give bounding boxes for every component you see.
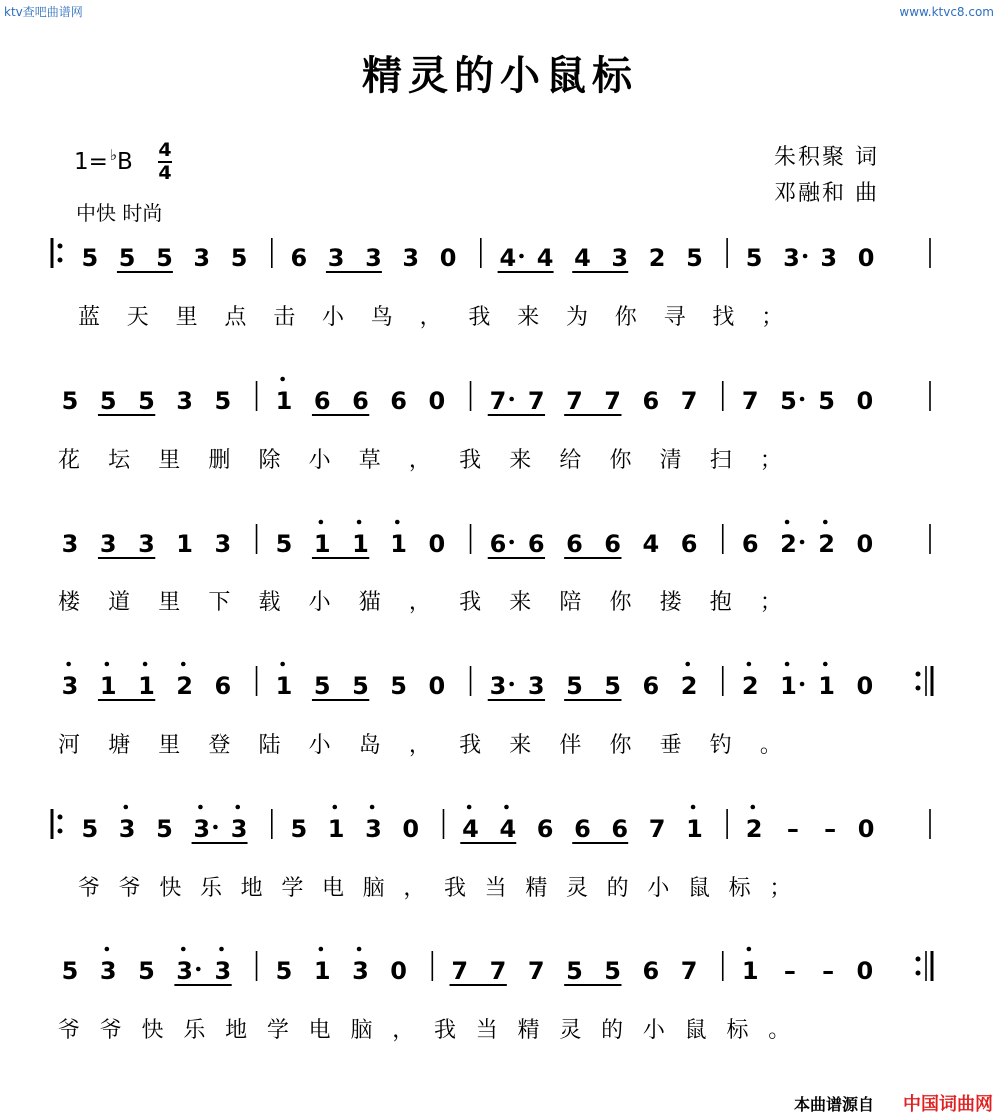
octave-dot <box>219 947 224 952</box>
lyric-char: 灵 <box>566 876 589 901</box>
note-digit: 1 <box>741 957 759 985</box>
lyric-char: 里 <box>175 305 198 330</box>
lyric-char: 来 <box>509 733 532 758</box>
octave-dot <box>747 947 752 952</box>
octave-dot <box>370 805 375 810</box>
octave-dot <box>105 662 110 667</box>
lyric-char: 我 <box>459 448 482 473</box>
octave-dot <box>66 662 71 667</box>
lyric-char: 楼 <box>58 590 81 615</box>
note-digit: 5 <box>275 957 293 985</box>
augmentation-dot <box>800 397 805 402</box>
augmentation-dot <box>213 825 218 830</box>
note-digit: 7 <box>451 957 469 985</box>
lyric-char: 的 <box>606 876 629 901</box>
note-digit: 5 <box>566 672 583 700</box>
octave-dot <box>280 377 285 382</box>
octave-dot <box>198 805 203 810</box>
octave-dot <box>467 805 472 810</box>
lyric-char: ； <box>761 305 784 330</box>
lyric-char: 河 <box>58 733 81 758</box>
lyric-char: 钓 <box>709 733 732 758</box>
repeat-dot <box>58 258 63 263</box>
octave-dot <box>319 947 324 952</box>
note-digit: 1 <box>352 530 369 558</box>
lyric-char: 鼠 <box>688 876 711 901</box>
note-digit: 1 <box>686 815 703 843</box>
note-digit: 1 <box>818 672 835 700</box>
octave-dot <box>357 520 362 525</box>
augmentation-dot <box>800 540 805 545</box>
footer-site[interactable]: 中国词曲网 <box>903 1094 993 1115</box>
lyric-char: ， <box>408 733 431 758</box>
octave-dot <box>319 520 324 525</box>
lyric-char: 下 <box>208 590 231 615</box>
note-digit: 7 <box>604 387 621 415</box>
sustain-dash: – <box>786 815 799 843</box>
note-digit: 5 <box>818 387 835 415</box>
sustain-dash: – <box>783 957 796 985</box>
note-digit: 4 <box>536 244 554 272</box>
note-digit: 3 <box>820 244 838 272</box>
lyric-char: 猫 <box>358 590 381 615</box>
note-digit: 3 <box>489 672 507 700</box>
lyric-char: 爷 <box>58 1018 81 1043</box>
augmentation-dot <box>519 254 524 259</box>
lyric-char: 你 <box>609 590 632 615</box>
lyric-char: 为 <box>566 305 589 330</box>
octave-dot <box>235 805 240 810</box>
repeat-dot <box>916 971 921 976</box>
lyric-char: 里 <box>158 733 181 758</box>
augmentation-dot <box>800 682 805 687</box>
octave-dot <box>332 805 337 810</box>
note-digit: 2 <box>648 244 666 272</box>
octave-dot <box>785 662 790 667</box>
composer-credit: 邓融和 曲 <box>774 181 879 206</box>
note-digit: 3 <box>176 957 193 985</box>
note-digit: 3 <box>365 815 382 843</box>
lyric-char: 击 <box>273 305 296 330</box>
song-title: 精灵的小鼠标 <box>362 52 638 99</box>
augmentation-dot <box>509 397 514 402</box>
note-digit: 3 <box>61 530 79 558</box>
repeat-dot <box>58 829 63 834</box>
augmentation-dot <box>509 540 514 545</box>
note-digit: 2 <box>745 815 763 843</box>
lyric-char: 乐 <box>183 1018 206 1043</box>
octave-dot <box>181 662 186 667</box>
lyric-char: 我 <box>434 1018 457 1043</box>
lyric-char: 快 <box>141 1018 164 1043</box>
lyric-char: 精 <box>517 1018 540 1043</box>
note-digit: 0 <box>390 957 407 985</box>
note-digit: 6 <box>741 530 759 558</box>
note-digit: 5 <box>275 530 293 558</box>
lyric-char: 小 <box>308 733 331 758</box>
note-digit: 5 <box>313 672 331 700</box>
note-digit: 5 <box>604 672 621 700</box>
lyric-char: 地 <box>240 876 263 901</box>
lyric-char: 坛 <box>108 448 131 473</box>
note-digit: 3 <box>402 244 420 272</box>
note-digit: 6 <box>611 815 629 843</box>
key-prefix: 1= <box>74 149 108 175</box>
note-digit: 0 <box>428 387 446 415</box>
note-digit: 5 <box>352 672 369 700</box>
lyric-char: 花 <box>58 448 81 473</box>
note-digit: 1 <box>176 530 193 558</box>
lyric-char: ， <box>392 1018 415 1043</box>
note-digit: 3 <box>99 957 117 985</box>
lyric-char: 电 <box>322 876 345 901</box>
lyric-char: 学 <box>266 1018 289 1043</box>
sustain-dash: – <box>824 815 837 843</box>
note-digit: 6 <box>574 815 591 843</box>
note-digit: 4 <box>499 815 517 843</box>
lyric-char: 精 <box>525 876 548 901</box>
note-digit: 6 <box>680 530 698 558</box>
note-digit: 5 <box>390 672 407 700</box>
lyric-char: 脑 <box>350 1018 373 1043</box>
lyric-char: 陪 <box>559 590 582 615</box>
octave-dot <box>357 947 362 952</box>
note-digit: 0 <box>402 815 420 843</box>
lyric-char: 我 <box>459 590 482 615</box>
note-digit: 3 <box>783 244 800 272</box>
octave-dot <box>691 805 696 810</box>
note-digit: 3 <box>193 815 211 843</box>
note-digit: 0 <box>857 244 875 272</box>
note-digit: 3 <box>352 957 369 985</box>
lyric-char: 找 <box>712 305 735 330</box>
lyric-char: 小 <box>308 448 331 473</box>
lyric-char: 快 <box>159 876 182 901</box>
note-digit: 3 <box>327 244 345 272</box>
key-note: B <box>116 149 133 175</box>
flat-sign: ♭ <box>109 146 117 164</box>
note-digit: 5 <box>61 387 79 415</box>
note-digit: 0 <box>856 957 874 985</box>
repeat-dot <box>58 815 63 820</box>
note-digit: 3 <box>118 815 136 843</box>
note-digit: 7 <box>566 387 583 415</box>
note-digit: 0 <box>856 387 874 415</box>
lyric-char: 寻 <box>663 305 686 330</box>
lyric-char: 。 <box>768 1018 791 1043</box>
lyric-char: 学 <box>281 876 304 901</box>
note-digit: 7 <box>680 387 698 415</box>
octave-dot <box>823 662 828 667</box>
note-digit: 2 <box>680 672 698 700</box>
lyric-char: 清 <box>659 448 682 473</box>
lyric-char: 抱 <box>709 590 732 615</box>
meter-top: 4 <box>158 139 172 161</box>
lyric-char: ， <box>419 305 442 330</box>
note-digit: 5 <box>99 387 117 415</box>
lyric-char: 我 <box>459 733 482 758</box>
note-digit: 3 <box>214 530 232 558</box>
note-digit: 3 <box>611 244 629 272</box>
lyric-char: 草 <box>358 448 381 473</box>
note-digit: 0 <box>856 672 874 700</box>
note-digit: 5 <box>780 387 797 415</box>
note-digit: 5 <box>604 957 621 985</box>
lyric-char: 天 <box>126 305 149 330</box>
octave-dot <box>395 520 400 525</box>
lyric-char: 乐 <box>200 876 223 901</box>
lyric-char: 爷 <box>78 876 101 901</box>
watermark-left[interactable]: ktv查吧曲谱网 <box>4 5 83 19</box>
lyric-char: 标 <box>726 1018 749 1043</box>
note-digit: 5 <box>745 244 763 272</box>
note-digit: 7 <box>648 815 666 843</box>
octave-dot <box>750 805 755 810</box>
footer-source: 本曲谱源自 <box>794 1095 875 1114</box>
note-digit: 3 <box>365 244 382 272</box>
augmentation-dot <box>196 967 201 972</box>
note-digit: 3 <box>99 530 117 558</box>
note-digit: 7 <box>741 387 759 415</box>
note-digit: 5 <box>118 244 136 272</box>
lyric-char: 载 <box>258 590 281 615</box>
octave-dot <box>280 662 285 667</box>
lyric-char: 小 <box>322 305 345 330</box>
note-digit: 1 <box>99 672 117 700</box>
note-digit: 5 <box>156 815 173 843</box>
note-digit: 3 <box>193 244 211 272</box>
note-digit: 4 <box>499 244 517 272</box>
octave-dot <box>504 805 509 810</box>
note-digit: 6 <box>489 530 507 558</box>
note-digit: 6 <box>527 530 545 558</box>
lyric-char: ； <box>769 876 792 901</box>
note-digit: 1 <box>313 957 331 985</box>
note-digit: 6 <box>642 672 660 700</box>
note-digit: 6 <box>536 815 554 843</box>
note-digit: 7 <box>527 387 545 415</box>
lyric-char: 垂 <box>659 733 682 758</box>
note-digit: 5 <box>566 957 583 985</box>
lyric-char: 给 <box>559 448 582 473</box>
lyric-char: 当 <box>475 1018 498 1043</box>
note-digit: 6 <box>642 957 660 985</box>
lyric-char: 删 <box>208 448 231 473</box>
note-digit: 6 <box>604 530 621 558</box>
note-digit: 5 <box>156 244 173 272</box>
lyric-char: 小 <box>642 1018 665 1043</box>
lyric-char: 道 <box>108 590 131 615</box>
note-digit: 5 <box>138 957 155 985</box>
lyric-char: 的 <box>601 1018 624 1043</box>
lyric-char: 灵 <box>559 1018 582 1043</box>
lyric-char: 来 <box>517 305 540 330</box>
sustain-dash: – <box>822 957 835 985</box>
note-digit: 1 <box>327 815 345 843</box>
octave-dot <box>105 947 110 952</box>
octave-dot <box>685 662 690 667</box>
lyric-char: 搂 <box>659 590 682 615</box>
note-digit: 5 <box>214 387 232 415</box>
note-digit: 7 <box>489 957 507 985</box>
note-digit: 2 <box>176 672 193 700</box>
lyricist-credit: 朱积聚 词 <box>774 145 879 170</box>
note-digit: 1 <box>275 672 293 700</box>
note-digit: 5 <box>290 815 308 843</box>
note-digit: 4 <box>462 815 479 843</box>
tempo-marking: 中快 时尚 <box>76 201 163 225</box>
lyric-char: 当 <box>484 876 507 901</box>
note-digit: 5 <box>686 244 703 272</box>
note-digit: 2 <box>818 530 835 558</box>
note-digit: 6 <box>642 387 660 415</box>
lyric-char: 来 <box>509 590 532 615</box>
note-digit: 3 <box>527 672 545 700</box>
note-digit: 6 <box>290 244 308 272</box>
note-digit: 1 <box>780 672 797 700</box>
lyric-char: ， <box>403 876 426 901</box>
augmentation-dot <box>803 254 808 259</box>
lyric-char: 电 <box>308 1018 331 1043</box>
lyric-char: ， <box>408 448 431 473</box>
lyric-char: 鼠 <box>684 1018 707 1043</box>
lyric-char: 地 <box>225 1018 248 1043</box>
note-digit: 6 <box>214 672 232 700</box>
note-digit: 2 <box>741 672 759 700</box>
lyric-char: ； <box>759 590 782 615</box>
note-digit: 6 <box>313 387 331 415</box>
repeat-dot <box>916 957 921 962</box>
meter-bottom: 4 <box>158 162 172 184</box>
lyric-char: 里 <box>158 590 181 615</box>
lyric-char: ， <box>408 590 431 615</box>
note-digit: 5 <box>81 244 99 272</box>
octave-dot <box>785 520 790 525</box>
note-digit: 6 <box>352 387 369 415</box>
lyric-char: 你 <box>609 448 632 473</box>
note-digit: 5 <box>61 957 79 985</box>
lyric-char: 你 <box>614 305 637 330</box>
note-digit: 5 <box>138 387 155 415</box>
lyric-char: 脑 <box>362 876 385 901</box>
lyric-char: 小 <box>308 590 331 615</box>
lyric-char: 伴 <box>559 733 582 758</box>
note-digit: 3 <box>214 957 232 985</box>
note-digit: 6 <box>390 387 407 415</box>
lyric-char: 岛 <box>358 733 381 758</box>
lyric-char: 除 <box>258 448 281 473</box>
note-digit: 0 <box>857 815 875 843</box>
lyric-char: 小 <box>647 876 670 901</box>
note-digit: 1 <box>138 672 155 700</box>
lyric-char: 爷 <box>118 876 141 901</box>
repeat-dot <box>916 672 921 677</box>
lyric-char: 扫 <box>709 448 732 473</box>
note-digit: 4 <box>574 244 591 272</box>
octave-dot <box>747 662 752 667</box>
lyric-char: 爷 <box>99 1018 122 1043</box>
lyric-char: 塘 <box>108 733 131 758</box>
octave-dot <box>143 662 148 667</box>
note-digit: 7 <box>680 957 698 985</box>
note-digit: 3 <box>176 387 193 415</box>
repeat-dot <box>916 686 921 691</box>
note-digit: 6 <box>566 530 583 558</box>
lyric-char: 标 <box>728 876 751 901</box>
note-digit: 0 <box>439 244 457 272</box>
note-digit: 3 <box>138 530 155 558</box>
note-digit: 4 <box>642 530 660 558</box>
repeat-dot <box>58 244 63 249</box>
octave-dot <box>181 947 186 952</box>
note-digit: 5 <box>230 244 248 272</box>
note-digit: 7 <box>527 957 545 985</box>
lyric-char: 你 <box>609 733 632 758</box>
lyric-char: 鸟 <box>370 305 393 330</box>
lyric-char: 。 <box>759 733 782 758</box>
octave-dot <box>123 805 128 810</box>
lyric-char: 陆 <box>258 733 281 758</box>
note-digit: 7 <box>489 387 507 415</box>
note-digit: 1 <box>275 387 293 415</box>
lyric-char: ； <box>759 448 782 473</box>
note-digit: 1 <box>313 530 331 558</box>
note-digit: 1 <box>390 530 407 558</box>
lyric-char: 登 <box>208 733 231 758</box>
note-digit: 0 <box>428 672 446 700</box>
lyric-char: 我 <box>468 305 491 330</box>
note-digit: 5 <box>81 815 99 843</box>
lyric-char: 蓝 <box>78 305 101 330</box>
octave-dot <box>823 520 828 525</box>
augmentation-dot <box>509 682 514 687</box>
note-digit: 2 <box>780 530 797 558</box>
lyric-char: 里 <box>158 448 181 473</box>
watermark-right[interactable]: www.ktvc8.com <box>899 5 994 19</box>
note-digit: 0 <box>428 530 446 558</box>
lyric-char: 我 <box>444 876 467 901</box>
lyric-char: 点 <box>224 305 247 330</box>
note-digit: 3 <box>230 815 248 843</box>
lyric-char: 来 <box>509 448 532 473</box>
note-digit: 3 <box>61 672 79 700</box>
note-digit: 0 <box>856 530 874 558</box>
